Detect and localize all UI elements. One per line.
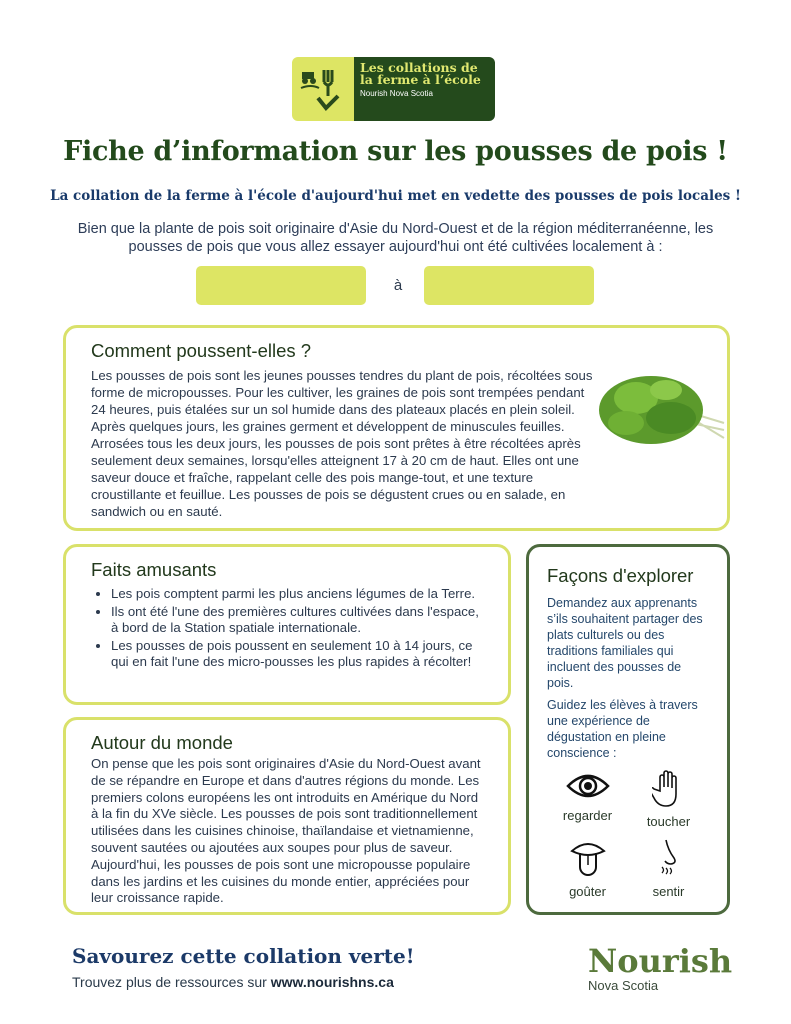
logo-org: Nourish Nova Scotia: [360, 89, 433, 98]
program-logo: [292, 57, 495, 121]
fact-item: • Les pousses de pois poussent en seulement 10 à 14 jours, ce qui en fait l'une des micro-pousses les plus rapides à récolter!: [111, 638, 483, 671]
page-title: Fiche d’information sur les pousses de pois !: [63, 136, 728, 167]
brand-sub: Nova Scotia: [588, 978, 659, 993]
footer-lead: Trouvez plus de ressources sur: [72, 974, 271, 990]
how-they-grow-section: [63, 325, 730, 531]
sense-taste: [547, 837, 628, 899]
sense-label: goûter: [569, 884, 606, 899]
world-heading: Autour du monde: [91, 732, 233, 753]
around-world-section: [63, 717, 511, 915]
sense-look: [547, 769, 628, 829]
farm-name-field[interactable]: [196, 266, 366, 305]
fun-facts-section: [63, 544, 511, 705]
mouth-icon: [568, 837, 608, 879]
intro-text: [0, 220, 791, 256]
sense-label: sentir: [652, 884, 685, 899]
footer-title: Savourez cette collation verte!: [72, 944, 415, 968]
logo-title: Les collations de la ferme à l’école: [360, 60, 481, 87]
nose-icon: [654, 837, 684, 879]
sense-label: toucher: [646, 814, 691, 829]
hand-icon: [652, 769, 686, 809]
sense-smell: [628, 837, 709, 899]
website-link[interactable]: www.nourishns.ca: [270, 974, 394, 990]
footer-text: [72, 974, 394, 990]
sense-label: regarder: [562, 808, 613, 823]
explore-p2: Guidez les élèves à travers une expérience de dégustation en pleine conscience :: [547, 698, 698, 760]
explore-heading: Façons d'explorer: [547, 565, 694, 586]
subtitle: La collation de la ferme à l'école d'aujourd'hui met en vedette des pousses de pois locales !: [50, 188, 741, 204]
ways-to-explore-section: [526, 544, 730, 915]
location-field[interactable]: [424, 266, 594, 305]
fork-tractor-icon: [292, 57, 354, 121]
intro-body: Bien que la plante de pois soit originaire d'Asie du Nord-Ouest et de la région méditerranéenne, les pousses de pois que vous allez essayer aujourd'hui ont été cultivées localement à :: [77, 221, 714, 255]
how-body: Les pousses de pois sont les jeunes pousses tendres du plant de pois, récoltées sous forme de micropousses. Pour les cultiver, les graines de pois sont trempées pendant 24 heures, puis étalées sur un sol humide dans des plateaux placés en plein soleil. Après quelques jours, les graines germent et développent de minuscules feuilles. Arrosées tous les deux jours, les pousses de pois sont prêtes à être récoltées après seulement deux semaines, lorsqu'elles atteignent 17 à 20 cm de haut. Elles ont une saveur douce et fraîche, rappelant celle des pois mange-tout, et une texture croustillante et feuillue. Les pousses de pois se dégustent crues ou en salade, en sandwich ou en sauté.: [91, 368, 593, 519]
brand-name: Nourish: [588, 942, 733, 980]
fact-item: • Les pois comptent parmi les plus anciens légumes de la Terre.: [111, 586, 483, 603]
world-body: On pense que les pois sont originaires d'Asie du Nord-Ouest avant de se répandre en Europe et dans d'autres régions du monde. Les premiers colons européens les ont introduits en Amérique du Nord à la fin du XVe siècle. Les pousses de pois sont traditionnellement utilisées dans les cuisines chinoise, thaïlandaise et vietnamienne, souvent sautées ou ajoutées aux soupes pour plus de saveur. Aujourd'hui, les pousses de pois sont une micropousse populaire dans les jardins et les cuisines du monde entier, appréciées pour leur croissance rapide.: [91, 756, 481, 906]
fill-joiner: à: [393, 277, 403, 294]
fact-item: • Ils ont été l'une des premières cultures cultivées dans l'espace, à bord de la Station spatiale internationale.: [111, 604, 483, 637]
facts-heading: Faits amusants: [91, 559, 217, 580]
eye-icon: [565, 769, 611, 803]
how-heading: Comment poussent-elles ?: [91, 340, 312, 361]
pea-shoots-image: [596, 368, 726, 453]
sense-touch: [628, 769, 709, 829]
nourish-logo: [588, 944, 732, 993]
explore-p1: Demandez aux apprenants s’ils souhaitent partager des plats culturels ou des traditions familiales qui incluent des pousses de pois.: [547, 596, 703, 690]
